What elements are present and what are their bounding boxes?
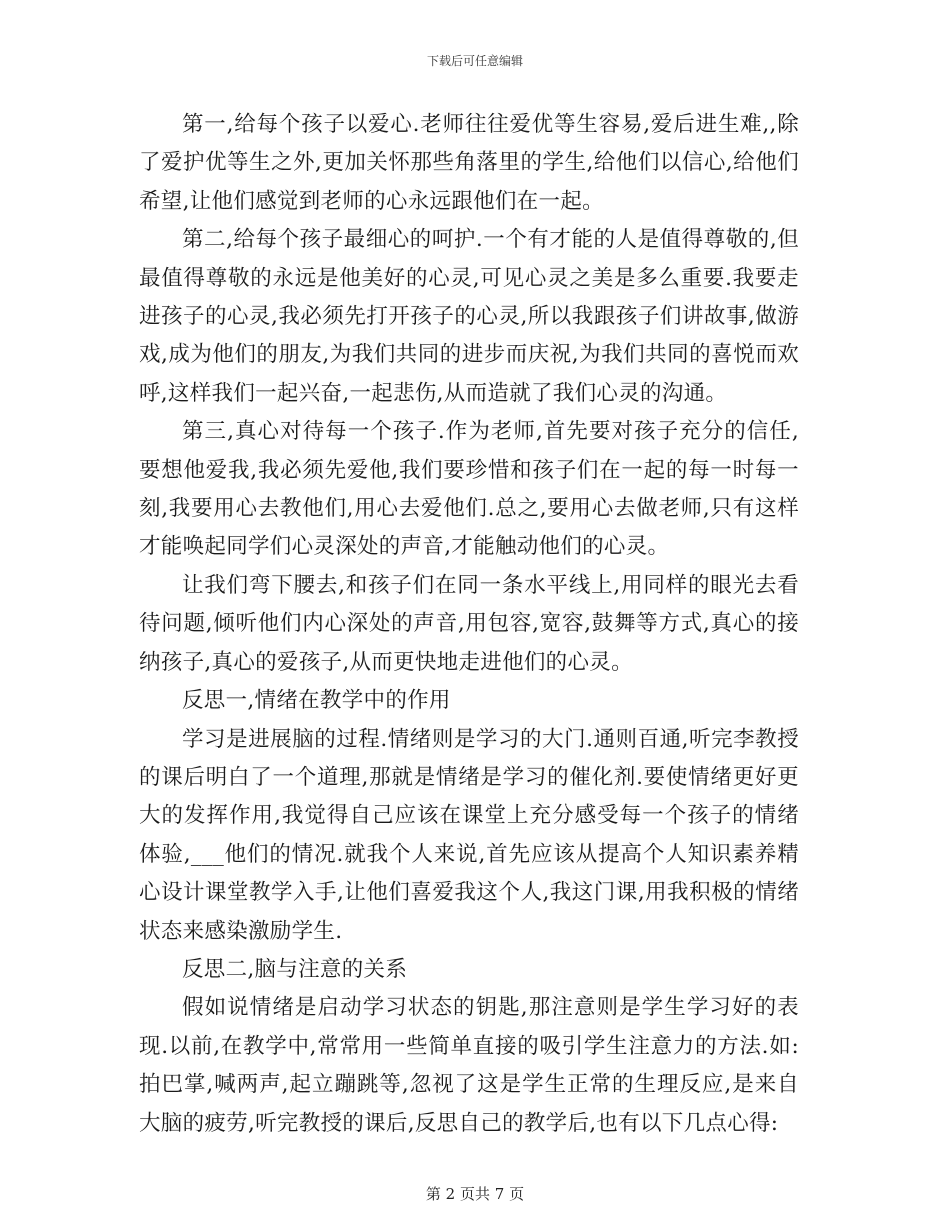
section-heading-reflection-2: 反思二,脑与注意的关系 xyxy=(182,956,408,982)
page-header: 下载后可任意编辑 xyxy=(426,54,523,68)
paragraph-3: 第三,真心对待每一个孩子.作为老师,首先要对孩子充分的信任,要想他爱我,我必须先爱他,我们要珍惜和孩子们在一起的每一时每一刻,我要用心去教他们,用心去爱他们.总之,要用心去做老师,只有这样才能唤起同学们心灵深处的声音,才能触动他们的心灵。 xyxy=(139,419,799,560)
page-number: 第 2 页共 7 页 xyxy=(425,1185,525,1203)
paragraph-2: 第二,给每个孩子最细心的呵护.一个有才能的人是值得尊敬的,但最值得尊敬的永远是他美好的心灵,可见心灵之美是多么重要.我要走进孩子的心灵,我必须先打开孩子的心灵,所以我跟孩子们讲故事,做游戏,成为他们的朋友,为我们共同的进步而庆祝,为我们共同的喜悦而欢呼,这样我们一起兴奋,一起悲伤,从而造就了我们心灵的沟通。 xyxy=(139,227,799,406)
section-heading-reflection-1: 反思一,情绪在教学中的作用 xyxy=(182,688,451,714)
paragraph-5: 学习是进展脑的过程.情绪则是学习的大门.通则百通,听完李教授的课后明白了一个道理,那就是情绪是学习的催化剂.要使情绪更好更大的发挥作用,我觉得自己应该在课堂上充分感受每一个孩子的情绪体验,___他们的情况.就我个人来说,首先应该从提高个人知识素养精心设计课堂教学入手,让他们喜爱我这个人,我这门课,用我积极的情绪状态来感染激励学生. xyxy=(139,726,799,944)
paragraph-4: 让我们弯下腰去,和孩子们在同一条水平线上,用同样的眼光去看待问题,倾听他们内心深处的声音,用包容,宽容,鼓舞等方式,真心的接纳孩子,真心的爱孩子,从而更快地走进他们的心灵。 xyxy=(139,572,799,675)
paragraph-1: 第一,给每个孩子以爱心.老师往往爱优等生容易,爱后进生难,,除了爱护优等生之外,更加关怀那些角落里的学生,给他们以信心,给他们希望,让他们感觉到老师的心永远跟他们在一起。 xyxy=(139,112,799,214)
paragraph-6: 假如说情绪是启动学习状态的钥匙,那注意则是学生学习好的表现.以前,在教学中,常常用一些简单直接的吸引学生注意力的方法.如:拍巴掌,喊两声,起立蹦跳等,忽视了这是学生正常的生理反应,是来自大脑的疲劳,听完教授的课后,反思自己的教学后,也有以下几点心得: xyxy=(139,995,799,1136)
document-body xyxy=(139,106,799,1143)
